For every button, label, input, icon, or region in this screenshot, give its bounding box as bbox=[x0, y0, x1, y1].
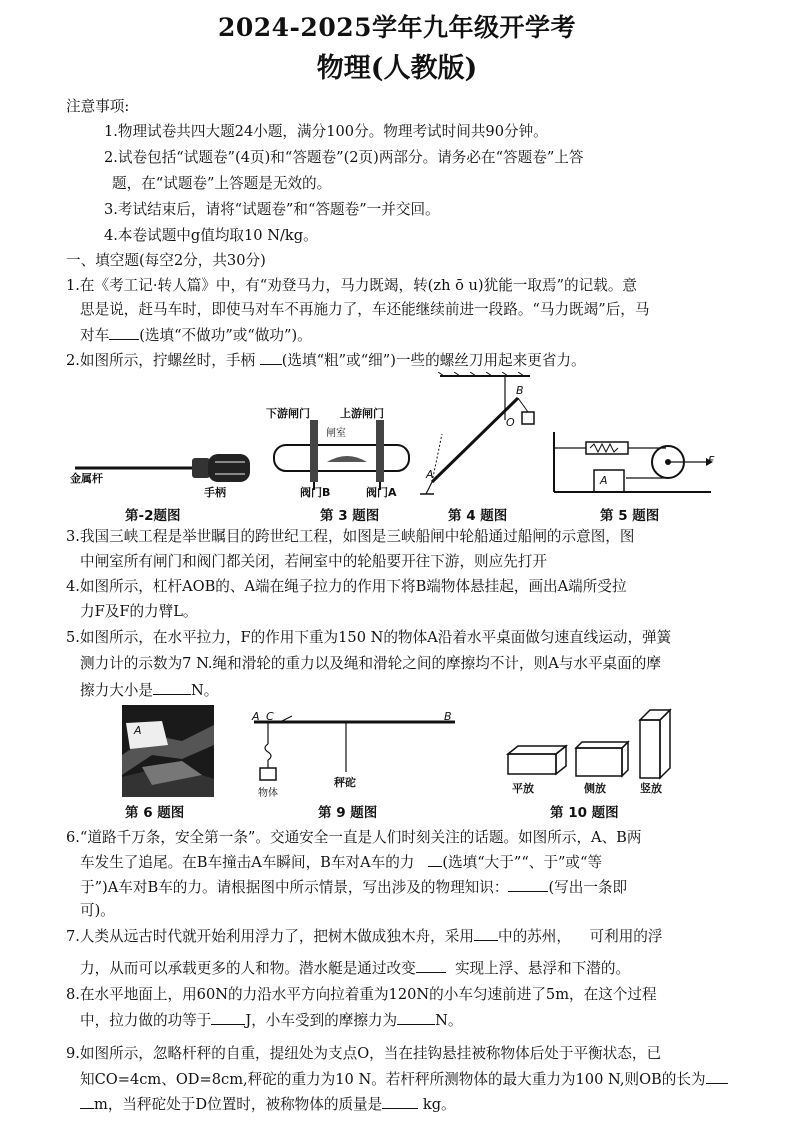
question-9-line bbox=[80, 1094, 456, 1115]
question-text: 车发生了追尾。在B车撞击A车瞬间，B车对A车的力 bbox=[80, 854, 415, 871]
exam-title: 2024-2025学年九年级开学考 bbox=[217, 13, 577, 42]
question-text: 可利用的浮 bbox=[589, 928, 663, 945]
question-text: 于”)A车对B车的力。请根据图中所示情景，写出涉及的物理知识： bbox=[80, 879, 509, 896]
question-text: (选填“粗”或“细”)一些的螺丝刀用起来更省力。 bbox=[281, 352, 586, 369]
answer-blank[interactable] bbox=[706, 1069, 728, 1084]
question-text: 7.人类从远古时代就开始利用浮力了，把树木做成独木舟，采用 bbox=[66, 928, 474, 945]
fig6-A-label: A bbox=[134, 724, 142, 737]
fig4-O-label: O bbox=[506, 416, 515, 429]
question-5-line: 5.如图所示，在水平拉力，F的作用下重为150 N的物体A沿着水平桌面做匀速直线运动，弹簧 bbox=[66, 629, 672, 646]
figure-2-caption: 第-2题图 bbox=[125, 508, 181, 524]
figure-9-caption: 第 9 题图 bbox=[318, 805, 378, 821]
question-text: 中的苏州， bbox=[497, 928, 571, 945]
notice-item: 1.物理试卷共四大题24小题，满分100分。物理考试时间共90分钟。 bbox=[104, 123, 548, 140]
question-9-line: 9.如图所示，忽略杆秤的自重，提纽处为支点O，当在挂钩悬挂被称物体后处于平衡状态，已 bbox=[66, 1045, 662, 1062]
screwdriver-collar bbox=[192, 458, 210, 478]
spring-scale bbox=[586, 442, 628, 454]
pull-rope bbox=[426, 482, 432, 494]
fig10-upright-label: 竖放 bbox=[640, 782, 662, 795]
fig3-downstream-label: 下游闸门 bbox=[266, 407, 310, 420]
question-9-line bbox=[80, 1069, 728, 1090]
question-text: 擦力大小是 bbox=[80, 682, 153, 699]
question-3-line: 3.我国三峡工程是举世瞩目的跨世纪工程，如图是三峡船闸中轮船通过船闸的示意图，图 bbox=[66, 528, 635, 545]
question-text: 对车 bbox=[80, 327, 110, 344]
fig5-F-label: F bbox=[708, 454, 715, 467]
block-A bbox=[594, 470, 624, 492]
hanging-object bbox=[522, 412, 534, 424]
question-text: N。 bbox=[190, 682, 219, 699]
upstream-gate bbox=[376, 420, 384, 482]
answer-blank[interactable] bbox=[428, 852, 442, 867]
question-text: (选填“大于”“、于”或“等 bbox=[442, 854, 603, 871]
brick-side bbox=[576, 742, 628, 776]
figure-10-bricks bbox=[504, 700, 676, 782]
answer-blank[interactable] bbox=[153, 680, 191, 695]
fig10-flat-label: 平放 bbox=[512, 782, 534, 795]
downstream-gate bbox=[310, 420, 318, 482]
question-7-line bbox=[66, 926, 663, 947]
question-6-line: 可)。 bbox=[80, 902, 115, 919]
answer-blank[interactable] bbox=[260, 350, 282, 365]
fig4-A-label: A bbox=[426, 468, 434, 481]
fig3-chamber-label: 闸室 bbox=[326, 428, 346, 439]
question-text: (写出一条即 bbox=[548, 879, 628, 896]
figure-4-caption: 第 4 题图 bbox=[448, 508, 508, 524]
question-1-line: 思是说，赶马车时，即使马对车不再施力了，车还能继续前进一段路。“马力既竭”后，马 bbox=[80, 301, 650, 318]
question-text: N。 bbox=[435, 1012, 463, 1029]
fig9-B-label: B bbox=[444, 710, 452, 723]
question-5-line: 测力计的示数为7 N.绳和滑轮的重力以及绳和滑轮之间的摩擦均不计，则A与水平桌面的摩 bbox=[80, 655, 661, 672]
question-text: 中，拉力做的功等于 bbox=[80, 1012, 212, 1029]
figure-3-caption: 第 3 题图 bbox=[320, 508, 380, 524]
figure-6-photo bbox=[122, 705, 214, 797]
question-6-line bbox=[80, 852, 602, 873]
question-1-line bbox=[80, 325, 312, 346]
exam-subtitle: 物理(人教版) bbox=[316, 53, 478, 84]
question-text: 力，从而可以承载更多的人和物。潜水艇是通过改变 bbox=[80, 960, 416, 977]
notice-item: 4.本卷试题中g值均取10 N/kg。 bbox=[104, 227, 318, 244]
fig9-C-label: C bbox=[266, 710, 274, 723]
answer-blank[interactable] bbox=[211, 1010, 245, 1025]
weighed-object bbox=[260, 768, 276, 780]
car-A bbox=[126, 721, 168, 749]
question-text: m，当秤砣处于D位置时，被称物体的质量是 bbox=[94, 1096, 383, 1113]
fig4-B-label: B bbox=[516, 384, 524, 397]
answer-blank[interactable] bbox=[474, 926, 498, 941]
fig9-object-label: 物体 bbox=[258, 788, 278, 799]
brick-upright bbox=[640, 710, 670, 778]
question-text: 实现上浮、悬浮和下潜的。 bbox=[454, 960, 631, 977]
figure-5-pulley bbox=[546, 430, 716, 500]
notice-item: 题，在“试题卷”上答题是无效的。 bbox=[112, 175, 332, 192]
screwdriver-handle bbox=[208, 454, 250, 482]
question-text: 知CO=4cm、OD=8cm,秤砣的重力为10 N。若杆秤所测物体的最大重力为100 N,则OB的长为 bbox=[80, 1071, 706, 1088]
answer-blank[interactable] bbox=[416, 958, 446, 973]
question-2-line bbox=[66, 350, 586, 371]
fig5-A-label: A bbox=[600, 474, 608, 487]
question-7-line bbox=[80, 958, 630, 979]
answer-blank[interactable] bbox=[397, 1010, 435, 1025]
question-3-line: 中闸室所有闸门和阀门都关闭，若闸室中的轮船要开往下游，则应先打开 bbox=[80, 553, 548, 570]
answer-blank[interactable] bbox=[382, 1094, 418, 1109]
notice-item: 2.试卷包括“试题卷”(4页)和“答题卷”(2页)两部分。请务必在“答题卷”上答 bbox=[104, 149, 584, 166]
answer-blank[interactable] bbox=[508, 877, 548, 892]
figure-10-caption: 第 10 题图 bbox=[550, 805, 619, 821]
fig10-side-label: 侧放 bbox=[584, 782, 606, 795]
fig3-valveA-label: 阀门A bbox=[366, 486, 397, 499]
question-6-line: 6.“道路千万条，安全第一条”。交通安全一直是人们时刻关注的话题。如图所示，A、B两 bbox=[66, 829, 642, 846]
question-8-line: 8.在水平地面上，用60N的力沿水平方向拉着重为120N的小车匀速前进了5m，在这个过程 bbox=[66, 986, 657, 1003]
lever-rod bbox=[432, 398, 518, 482]
question-8-line bbox=[80, 1010, 463, 1031]
ship-shape bbox=[327, 456, 367, 462]
figure-6-caption: 第 6 题图 bbox=[125, 805, 185, 821]
fig2-handle-label: 手柄 bbox=[204, 486, 226, 499]
fig3-upstream-label: 上游闸门 bbox=[340, 407, 384, 420]
figure-5-caption: 第 5 题图 bbox=[600, 508, 660, 524]
fig9-weight-label: 秤砣 bbox=[334, 776, 356, 789]
question-5-line bbox=[80, 680, 218, 701]
question-1-line: 1.在《考工记·转人篇》中，有“劝登马力，马力既竭，转(zh ō u)犹能一取焉”的记载。意 bbox=[66, 277, 638, 294]
question-text: J，小车受到的摩擦力为 bbox=[245, 1012, 398, 1029]
question-text: 2.如图所示，拧螺丝时，手柄 bbox=[66, 352, 256, 369]
notice-heading: 注意事项: bbox=[66, 98, 130, 115]
question-4-line: 4.如图所示，杠杆AOB的、A端在绳子拉力的作用下将B端物体悬挂起，画出A端所受拉 bbox=[66, 578, 627, 595]
notice-item: 3.考试结束后，请将“试题卷”和“答题卷”一并交回。 bbox=[104, 201, 440, 218]
fig9-A-label: A bbox=[252, 710, 260, 723]
question-text: kg。 bbox=[422, 1096, 456, 1113]
answer-blank[interactable] bbox=[109, 325, 139, 340]
fig3-valveB-label: 阀门B bbox=[300, 486, 331, 499]
brick-flat bbox=[508, 746, 566, 774]
question-6-line bbox=[80, 877, 627, 898]
section-heading: 一、填空题(每空2分，共30分) bbox=[66, 252, 266, 269]
question-text: (选填“不做功”或“做功”)。 bbox=[139, 327, 312, 344]
question-4-line: 力F及F的力臂L。 bbox=[80, 603, 198, 620]
fig2-rod-label: 金属杆 bbox=[70, 472, 103, 485]
answer-blank[interactable] bbox=[80, 1094, 94, 1109]
